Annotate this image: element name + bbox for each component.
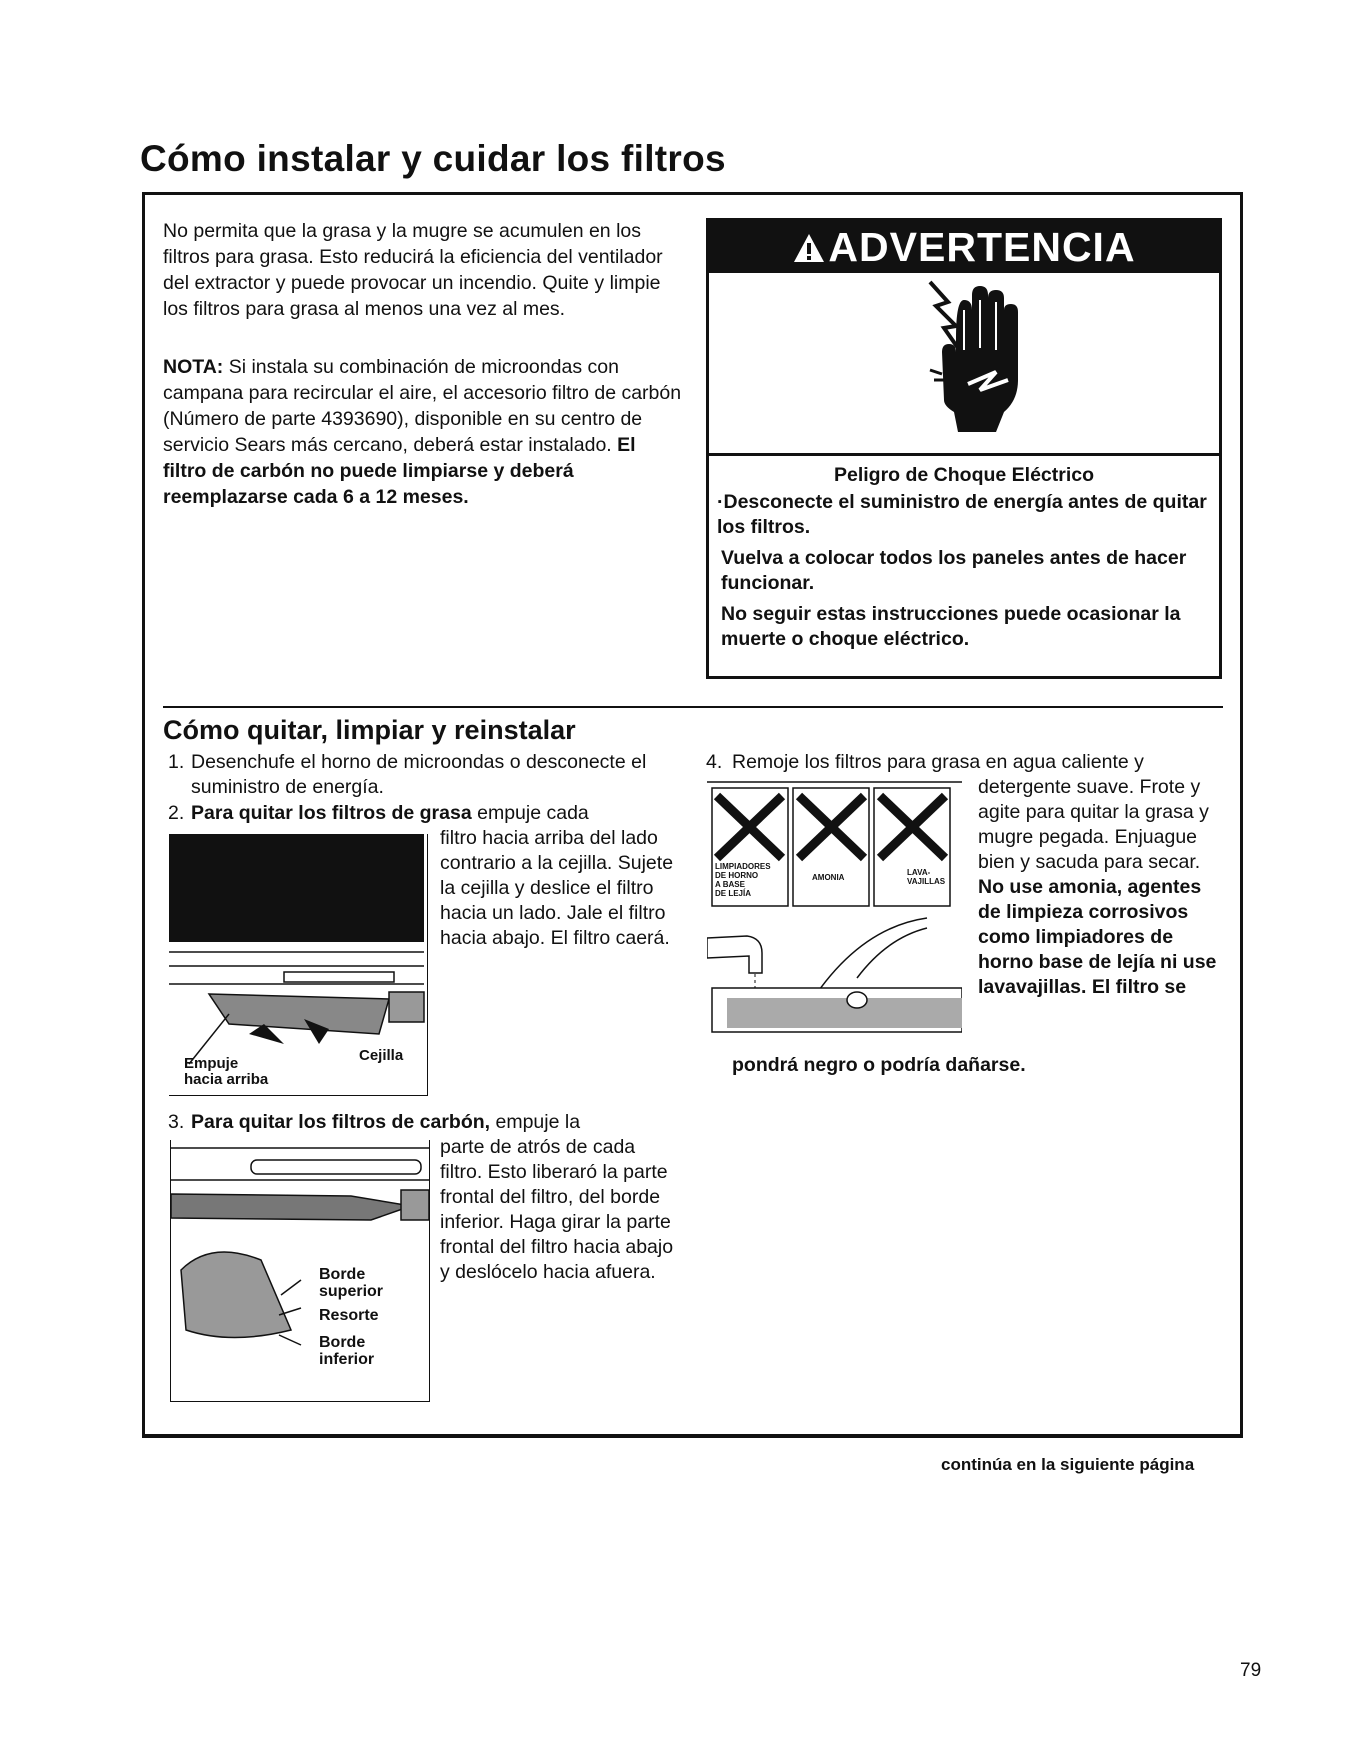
- section-heading: Cómo quitar, limpiar y reinstalar: [163, 715, 576, 745]
- step-4-header: [706, 750, 1226, 775]
- step-3-text-a: empuje la: [490, 1111, 581, 1133]
- soak-filter-illustration: [707, 778, 962, 1040]
- step-3-text-b: parte de atrós de cada filtro. Esto liberaró la parte frontal del filtro, del borde inferior. Haga girar la parte frontal del filtro hacia abajo y deslócelo hacia afuera.: [440, 1136, 674, 1283]
- bottom-edge-label: Borde inferior: [319, 1334, 375, 1368]
- step-4-text-a: Remoje los filtros para grasa en agua caliente y: [732, 751, 1144, 773]
- step-2-header: [168, 801, 688, 826]
- note-text: Si instala su combinación de microondas con campana para recircular el aire, el accesorio filtro de carbón (Número de parte 4393690), disponible en su centro de servicio Sears más cercano, deberá estar instalado.: [163, 356, 682, 456]
- warning-line-2: Vuelva a colocar todos los paneles antes de hacer funcionar.: [721, 547, 1187, 594]
- spring-label: Resorte: [319, 1307, 379, 1324]
- top-edge-label: Borde superior: [319, 1266, 384, 1300]
- warning-line-3: No seguir estas instrucciones puede ocasionar la muerte o choque eléctrico.: [721, 603, 1181, 650]
- electric-shock-hand-icon: [884, 280, 1034, 440]
- step-1: [168, 750, 688, 800]
- tab-label: Cejilla: [359, 1047, 404, 1064]
- hazard-title: Peligro de Choque Eléctrico: [833, 464, 1095, 486]
- warning-triangle-icon: [792, 232, 826, 264]
- ammonia-label: AMONIA: [812, 873, 845, 882]
- step-1-number: 1.: [168, 751, 185, 773]
- note-bold-text: El filtro de carbón no puede limpiarse y deberá reemplazarse cada 6 a 12 meses.: [163, 434, 636, 508]
- step-4-body: [978, 775, 1228, 1000]
- step-4-bold-c: pondrá negro o podría dañarse.: [732, 1054, 1026, 1076]
- warning-header-text: ADVERTENCIA: [828, 224, 1136, 270]
- page-title: Cómo instalar y cuidar los filtros: [140, 138, 726, 179]
- charcoal-filter-illustration: [171, 1140, 431, 1402]
- soak-filter-figure: [707, 778, 962, 1040]
- intro-paragraph: No permita que la grasa y la mugre se acumulen en los filtros para grasa. Esto reducirá la eficiencia del ventilador del extractor y puede provocar un incendio. Quite y limpie los filtros para grasa al menos una vez al mes.: [163, 220, 663, 320]
- page-number: 79: [1240, 1660, 1262, 1681]
- warning-line-1: ·Desconecte el suministro de energía antes de quitar los filtros.: [717, 491, 1207, 538]
- step-2-text-a: empuje cada: [471, 802, 589, 824]
- step-4-text-b: detergente suave. Frote y agite para quitar la grasa y mugre pegada. Enjuague bien y sacuda para secar.: [978, 776, 1209, 873]
- step-4-bold-b: No use amonia, agentes de limpieza corrosivos como limpiadores de horno base de lejía ni use lavavajillas. El filtro se: [978, 876, 1217, 998]
- step-3-number: 3.: [168, 1111, 185, 1133]
- oven-cleaner-label: LIMPIADORES DE HORNO A BASE DE LEJÍA: [715, 862, 771, 898]
- push-up-label: Empuje hacia arriba: [184, 1055, 269, 1088]
- note-paragraph: [163, 354, 683, 510]
- step-2-bold: Para quitar los filtros de grasa: [191, 802, 472, 824]
- warning-divider: [709, 453, 1219, 456]
- note-label: NOTA:: [163, 356, 224, 378]
- step-3-header: [168, 1110, 688, 1135]
- grease-filter-figure: [169, 834, 428, 1096]
- continued-footer: continúa en la siguiente página: [941, 1455, 1195, 1474]
- warning-header: [709, 221, 1219, 273]
- step-2-text-b: filtro hacia arriba del lado contrario a la cejilla. Sujete la cejilla y deslice el filtro hacia un lado. Jale el filtro hacia abajo. El filtro caerá.: [440, 827, 674, 949]
- dishwasher-label: LAVA- VAJILLAS: [907, 868, 946, 886]
- step-3-bold: Para quitar los filtros de carbón,: [191, 1111, 491, 1133]
- step-2-number: 2.: [168, 802, 185, 824]
- step-1-text: Desenchufe el horno de microondas o desconecte el suministro de energía.: [191, 751, 647, 798]
- step-4-number: 4.: [706, 751, 723, 773]
- section-divider: [163, 706, 1223, 708]
- charcoal-filter-figure: [170, 1140, 430, 1402]
